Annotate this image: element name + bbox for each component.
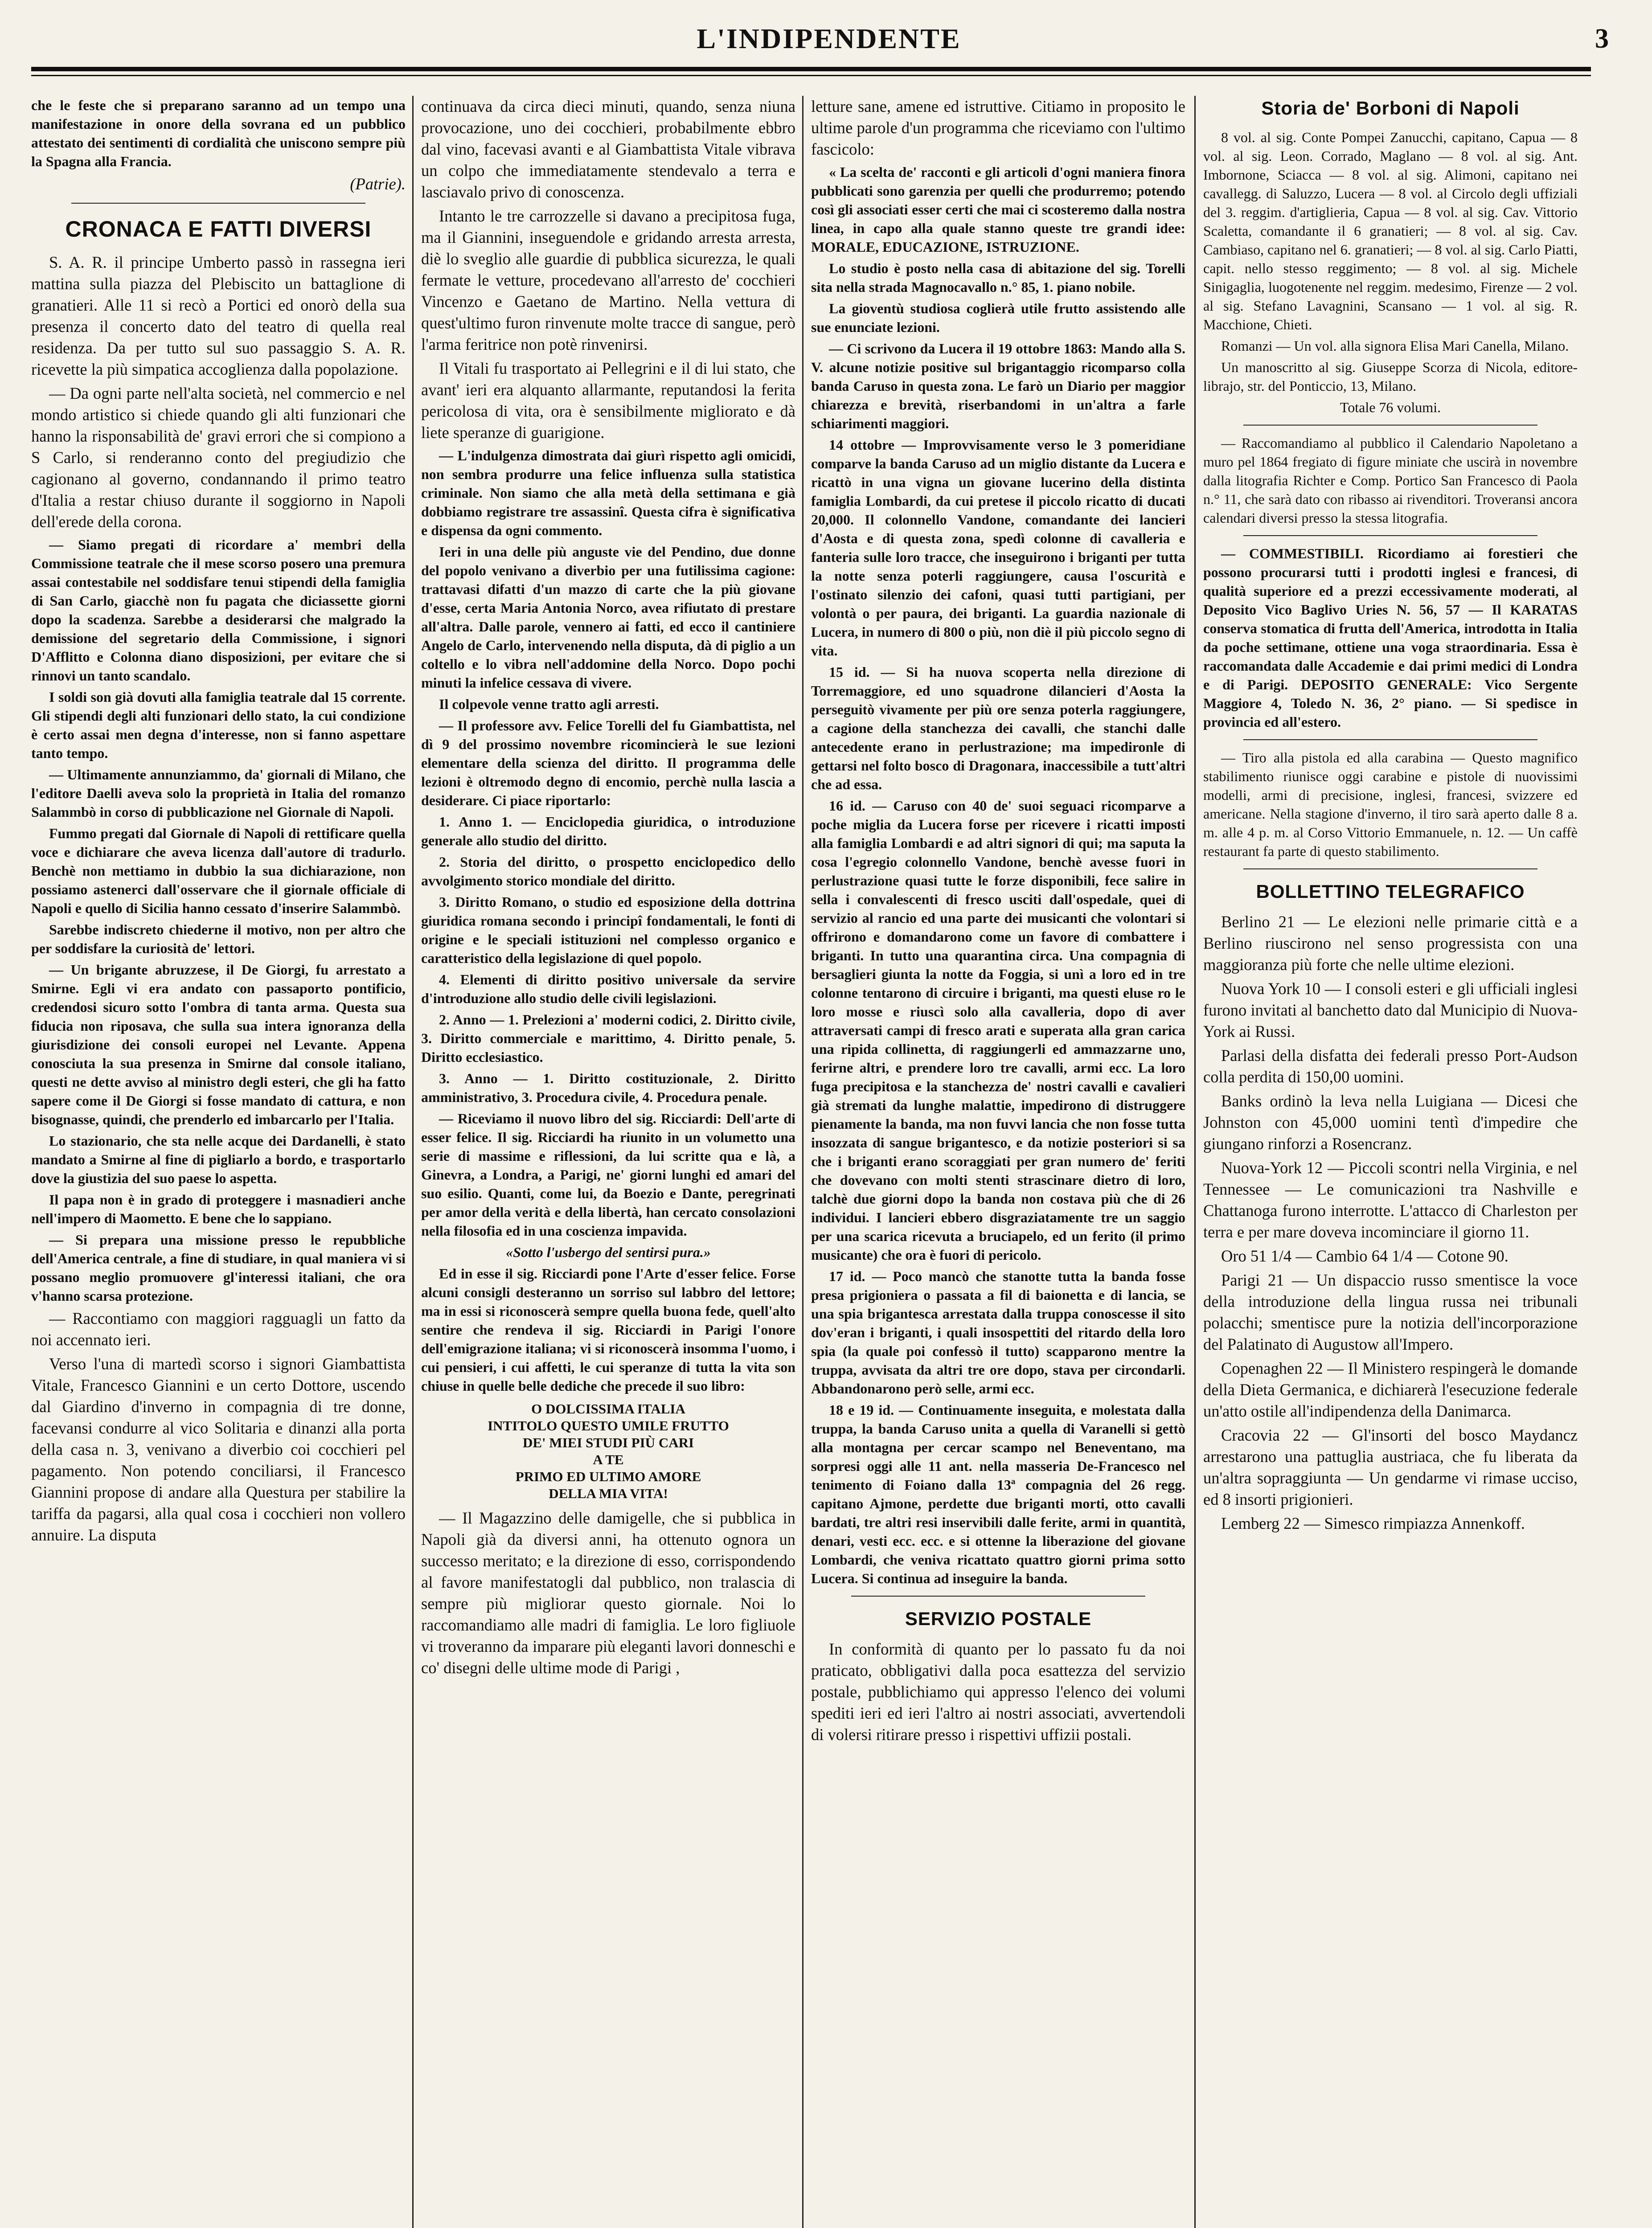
- article-paragraph: Ed in esse il sig. Ricciardi pone l'Arte d'esser felice. Forse alcuni consigli desteranno un sorriso sul labbro del lettore; ma in essi si riconoscerà sempre quella buona fede, quell'alto sentire che rendeva il sig. Ricciardi in Parigi l'onore dell'emigrazione italiana; vi si riconoscerà insomma l'uomo, i cui pensieri, i cui affetti, le cui speranze di tutta la vita son chiuse in quelle belle dediche che precede il suo libro:: [421, 1266, 795, 1394]
- divider: [1243, 739, 1537, 740]
- notice-paragraph: — Tiro alla pistola ed alla carabina — Questo magnifico stabilimento riunisce oggi carabine e pistole di nuovissimi modelli, armi di precisione, inglesi, francesi, svizzere ed americane. Nella stagione d'inverno, il tiro sarà aperto dalle 8 a. m. alle 4 p. m. al Corso Vittorio Emmanuele, n. 12. — Un caffè restaurant fa parte di questo stabilimento.: [1203, 749, 1578, 859]
- article-paragraph: — Il professore avv. Felice Torelli del fu Giambattista, nel dì 9 del prossimo novembre ricomincierà le sue lezioni elementare della scienza del diritto. Il programma delle lezioni è oltremodo degno di encomio, perchè nulla lascia a desiderare. Ci piace riportarlo:: [421, 717, 795, 808]
- program-item: 2. Storia del diritto, o prospetto enciclopedico dello avvolgimento storico mondiale del diritto.: [421, 854, 795, 889]
- program-item: 2. Anno — 1. Prelezioni a' moderni codici, 2. Diritto civile, 3. Diritto commerciale e marittimo, 4. Diritto penale, 5. Diritto ecclesiastico.: [421, 1012, 795, 1065]
- article-paragraph: — Il Magazzino delle damigelle, che si pubblica in Napoli già da diversi anni, ha ottenuto ognora un successo meritato; e la direzione di esso, corrispondendo al favore manifestatogli dal pubblico, non tralascia di sempre più migliorar questo giornale. Noi lo raccomandiamo alle madri di famiglia. Le loro figliuole vi troveranno da imparare più eleganti lavori donneschi e co' disegni delle ultime mode di Parigi ,: [421, 1509, 795, 1677]
- article-paragraph: — Raccontiamo con maggiori ragguagli un fatto da noi accennato ieri.: [31, 1309, 406, 1349]
- article-paragraph: Il papa non è in grado di proteggere i masnadieri anche nell'impero di Maometto. E bene che lo sappiano.: [31, 1192, 406, 1226]
- article-paragraph: — Riceviamo il nuovo libro del sig. Ricciardi: Dell'arte di esser felice. Il sig. Ricciardi ha riunito in un volumetto una serie di massime e riflessioni, da lui scritte qua e là, a Ginevra, a Londra, a Parigi, ne' giorni lunghi ed amari del suo esilio. Quanti, come lui, da Boezio e Dante, peregrinati per amor della verità e della libertà, han cercato consolazioni nella filosofia ed in una coscienza impavida.: [421, 1110, 795, 1239]
- divider: [71, 203, 365, 204]
- newspaper-title: L'INDIPENDENTE: [697, 23, 961, 54]
- article-paragraph: — Ultimamente annunziammo, da' giornali di Milano, che l'editore Daelli aveva solo la proprietà in Italia del romanzo Salammbò in corso di pubblicazione nel Giornale di Napoli.: [31, 766, 406, 820]
- column-1: [31, 96, 406, 2228]
- dedication-line: DE' MIEI STUDI PIÙ CARI: [522, 1435, 694, 1450]
- telegram-entry: Copenaghen 22 — Il Ministero respingerà le domande della Dieta Germanica, e dichiarerà l'esecuzione federale un'atto ostile all'indipendenza della Danimarca.: [1203, 1359, 1578, 1420]
- telegram-entry: Parigi 21 — Un dispaccio russo smentisce la voce della introduzione della lingua russa nei tribunali polacchi; smentisce pure la notizia dell'incorporazione del Palatinato di Augustow all'Impero.: [1203, 1271, 1578, 1353]
- column-divider: [412, 96, 414, 2228]
- article-paragraph: « La scelta de' racconti e gli articoli d'ogni maniera finora pubblicati sono garenzia per quelli che produrremo; potendo così gli associati esser certi che mai ci scosteremo dalla nostra linea, in capo alla quale stanno queste tre grandi idee: MORALE, EDUCAZIONE, ISTRUZIONE.: [811, 164, 1185, 255]
- program-item: 1. Anno 1. — Enciclopedia giuridica, o introduzione generale allo studio del diritto.: [421, 814, 795, 848]
- article-paragraph: Ieri in una delle più anguste vie del Pendino, due donne del popolo venivano a diverbio per una futilissima cagione: trattavasi difatti d'un mazzo di carte che la più giovane d'esse, certa Maria Antonia Norco, avea rifiutato di prestare all'altra. Dalle parole, vennero ai fatti, ed ecco il cantiniere Angelo de Carlo, intervenendo nella disputa, dà di piglio a un coltello e lo vibra nell'addomine della Norco. Dopo pochi minuti la infelice cessava di vivere.: [421, 544, 795, 691]
- diary-entry: 14 ottobre — Improvvisamente verso le 3 pomeridiane comparve la banda Caruso ad un miglio distante da Lucera e ricattò in una vigna un giovane lucerino della distinta famiglia Lombardi, da cui pretese il piccolo ricatto di ducati 20,000. Il colonnello Vandone, comandante dei lancieri d'Aosta e di questa zona, spedì colonne di cavalleria e fanteria sulle loro tracce, che inseguirono i briganti per tutta la notte senza poterli raggiungere, causa l'oscurità e l'ostinato silenzio dei cafoni, quasi tutti partigiani, per volontà o per paura, dei briganti. La guardia nazionale di Lucera, in numero di 800 o più, non diè il più piccolo segno di vita.: [811, 437, 1185, 659]
- total-volumes: Totale 76 volumi.: [1340, 399, 1441, 415]
- article-paragraph: — Siamo pregati di ricordare a' membri della Commissione teatrale che il mese scorso posero una premura assai contestabile nel soddisfare tenui stipendi della famiglia di San Carlo, giacchè non fu pagata che diciassette giorni dopo la scadenza. Sarebbe a desiderarsi che malgrado la demissione del segretario della Commissione, i signori D'Afflitto e Colonna diano disposizioni, per evitare che si rinnovi un tanto scandalo.: [31, 537, 406, 684]
- section-title-bollettino: BOLLETTINO TELEGRAFICO: [1256, 881, 1525, 902]
- diary-entry: 16 id. — Caruso con 40 de' suoi seguaci ricomparve a poche miglia da Lucera forse per ricevere i ricatti imposti alla famiglia Lombardi e ad altri signori di qui; ma saputa la cosa l'egregio colonnello Vandone, benchè avesse fuori in perlustrazione quasi tutte le forze disponibili, fece salire in sella i convalescenti di fresco usciti dall'ospedale, quei di servizio al rancio ed una parte dei musicanti che volontari si offrirono e domandarono come un favore di combattere i briganti. In tutto una quarantina circa. Una compagnia di bersaglieri giunta la notte da Foggia, si unì a loro ed in tre colonne tentarono di circuire i briganti, ma questi eluse ro le loro mosse e riuscì solo alla cavalleria, dopo di aver attraversati campi di fresco arati e superata alla gran carica una ripida collinetta, di raggiungerli ed ammazzarne uno, ferirne altri, e prendere loro tre cavalli, armi ecc. La loro fuga precipitosa e la stanchezza de' nostri cavalli e cavalieri già stremati da lunghe malattie, impedirono di distruggere pienamente la banda, ma non fuvvi lancia che non fosse tutta insozzata di sangue brigantesco, e da notizie posteriori si sa che i briganti erano scoraggiati per gran numero de' feriti che dovevano con molti stenti strascinare dietro di loro, talchè due giorni dopo la banda non costava più che di 26 individui. I lancieri ebbero disgraziatamente tre un saggio per una scarica ricevuta a bruciapelo, ed un ferito (il primo musicante) che ora è fuori di pericolo.: [811, 798, 1185, 1263]
- section-title-cronaca: CRONACA E FATTI DIVERSI: [65, 217, 372, 242]
- list-paragraph: 8 vol. al sig. Conte Pompei Zanucchi, capitano, Capua — 8 vol. al sig. Leon. Corrado, Maglano — 8 vol. al sig. Ant. Imbornone, Sciacca — 8 vol. al sig. Alimoni, capitano nei cavallegg. di Saluzzo, Lucera — 8 vol. al Circolo degli uffiziali del 3. reggim. d'artiglieria, Capua — 8 vol. al sig. Cav. Vittorio Scaletta, comandante il 6 granatieri; — 8 vol. al sig. Cav. Cambiaso, capitano nel 6. granatieri; — 8 vol. al sig. Carlo Piatti, capit. nello stesso reggimento; — 8 vol. al sig. Michele Sinigaglia, luogotenente nel reggim. medesimo, Firenze — 2 vol. al sig. Stefano Lavagnini, Scansano — 1 vol. al sig. R. Macchione, Chieti.: [1203, 129, 1578, 332]
- list-paragraph: Romanzi — Un vol. alla signora Elisa Mari Canella, Milano.: [1221, 338, 1569, 354]
- quote-line: «Sotto l'usbergo del sentirsi pura.»: [506, 1244, 711, 1260]
- program-item: 3. Anno — 1. Diritto costituzionale, 2. Diritto amministrativo, 3. Procedura civile, 4. Procedura penale.: [421, 1070, 795, 1105]
- article-paragraph: Lo studio è posto nella casa di abitazione del sig. Torelli sita nella strada Magnocavallo n.° 85, 1. piano nobile.: [811, 260, 1185, 295]
- divider: [1243, 868, 1537, 869]
- top-rule-thin: [31, 75, 1591, 76]
- article-paragraph: Il colpevole venne tratto agli arresti.: [439, 696, 659, 712]
- notice-paragraph: — COMMESTIBILI. Ricordiamo ai forestieri che possono procurarsi tutti i prodotti inglesi e francesi, di qualità superiore ed a prezzi eccessivamente moderati, al Deposito Vico Baglivo Uries N. 56, 57 — Il KARATAS conserva stomatica di frutta dell'America, introdotta in Italia da poche settimane, ottiene una voga straordinaria. Essa è raccomandata dalle Accademie e dai primi medici di Londra e di Parigi. DEPOSITO GENERALE: Vico Sergente Maggiore 4, Toledo N. 36, 2° piano. — Si spedisce in provincia ed all'estero.: [1203, 545, 1578, 730]
- notice-paragraph: — Raccomandiamo al pubblico il Calendario Napoletano a muro pel 1864 fregiato di figure miniate che uscirà in novembre dalla litografia Richter e Comp. Portico San Francesco di Paola n.° 11, che sarà dato con ribasso ai rivenditori. Troveransi ancora calendari diversi presso la stessa litografia.: [1203, 435, 1578, 526]
- column-4: [1203, 96, 1578, 2228]
- telegram-entry: Cracovia 22 — Gl'insorti del bosco Maydancz arrestarono una pattuglia austriaca, che fu liberata da un'altra sopraggiunta — Un gendarme vi rimase ucciso, ed 8 insorti prigionieri.: [1203, 1426, 1578, 1508]
- article-paragraph: — Un brigante abruzzese, il De Giorgi, fu arrestato a Smirne. Egli vi era andato con passaporto pontificio, credendosi sicuro sotto l'ombra di tanta arma. Questa sua fiducia non riposava, che sulla sua intera ignoranza della giurisdizione dei consoli europei nel Levante. Appena conosciuta la sua presenza in Smirne dal console italiano, questi ne dette avviso al ministro degli esteri, che gli ha fatto sapere come il De Giorgi si fosse mandato di cattura, e non bisognasse, quindi, che prenderlo ed imbarcarlo per l'Italia.: [31, 962, 406, 1127]
- telegram-entry: Lemberg 22 — Simesco rimpiazza Annenkoff.: [1221, 1514, 1525, 1532]
- article-paragraph: Intanto le tre carrozzelle si davano a precipitosa fuga, ma il Giannini, inseguendole e gridando arresta arresta, diè lo sveglio alle guardie di pubblica sicurezza, le quali fermate le vetture, procedevano all'arresto de' cocchieri Vincenzo e Gaetano de Martino. Nella vettura di quest'ultimo furon rinvenute molte tracce di sangue, però l'arma feritrice non potè rinvenirsi.: [421, 207, 795, 353]
- dedication-line: DELLA MIA VITA!: [549, 1486, 668, 1501]
- article-paragraph: letture sane, amene ed istruttive. Citiamo in proposito le ultime parole d'un programma che riceviamo con l'ultimo fascicolo:: [811, 97, 1185, 158]
- article-paragraph: Il Vitali fu trasportato ai Pellegrini e il di lui stato, che avant' ieri era alquanto allarmante, reputandosi la ferita pericolosa di vita, ora è sensibilmente migliorato e dà liete speranze di guarigione.: [421, 359, 795, 442]
- intro-text: che le feste che si preparano saranno ad un tempo una manifestazione in onore della sovrana ed un pubblico attestato dei sentimenti di cordialità che uniscono sempre più la Spagna alla Francia.: [31, 97, 406, 169]
- dedication-line: O DOLCISSIMA ITALIA: [531, 1401, 685, 1417]
- article-paragraph: — Ci scrivono da Lucera il 19 ottobre 1863: Mando alla S. V. alcune notizie positive sul brigantaggio ricomparso colla banda Caruso in questa zona. Le farò un Diario per maggior chiarezza e brevità, riserbandomi in un'altra a farle schiarimenti maggiori.: [811, 340, 1185, 431]
- telegram-entry: Nuova York 10 — I consoli esteri e gli ufficiali inglesi furono invitati al banchetto dato dal Municipio di Nuova-York ai Russi.: [1203, 979, 1578, 1040]
- telegram-entry: Parlasi della disfatta dei federali presso Port-Audson colla perdita di 150,00 uomini.: [1203, 1046, 1578, 1086]
- section-title-storia-borboni: Storia de' Borboni di Napoli: [1261, 98, 1520, 119]
- page-number: 3: [1595, 24, 1609, 54]
- divider: [851, 1596, 1145, 1597]
- article-paragraph: — L'indulgenza dimostrata dai giurì rispetto agli omicidi, non sembra produrre una felice influenza sulla statistica criminale. Non siamo che alla metà della settimana e già dobbiamo registrare tre assassinî. Questa cifra è significativa e dispensa da ogni commento.: [421, 447, 795, 538]
- article-paragraph: La gioventù studiosa coglierà utile frutto assistendo alle sue enunciate lezioni.: [811, 300, 1185, 335]
- column-3: [811, 96, 1185, 2228]
- diary-entry: 18 e 19 id. — Continuamente inseguita, e molestata dalla truppa, la banda Caruso unita a quella di Varanelli si gettò alla montagna per cercar scampo nel Beneventano, ma sorpresi oggi alle 11 ant. nella masseria De-Francesco nel tenimento di Foiano dalla 13ª compagnia del 26 regg. capitano Ajmone, perdette due briganti morti, otto cavalli bardati, tre altri resi inservibili dalle ferite, armi in quantità, denari, vesti ecc. ecc. e si ottenne la liberazione del giovane Lombardi, che veniva ricattato quattro giorni prima sotto Lucera. Si continua ad inseguire la banda.: [811, 1402, 1185, 1586]
- article-paragraph: Sarebbe indiscreto chiederne il motivo, non per altro che per soddisfare la curiosità de' lettori.: [31, 922, 406, 956]
- article-paragraph: — Da ogni parte nell'alta società, nel commercio e nel mondo artistico si chiede quando gli alti funzionari che hanno la risponsabilità de' gravi errori che si compiono a S Carlo, si renderanno conto del pregiudizio che cagionano al governo, condannando il primo teatro d'Italia a restar chiuso durante il soggiorno in Napoli dell'erede della corona.: [31, 384, 406, 531]
- dedication-line: INTITOLO QUESTO UMILE FRUTTO: [488, 1418, 729, 1433]
- dedication-line: A TE: [593, 1452, 624, 1467]
- dedication-line: PRIMO ED ULTIMO AMORE: [515, 1469, 701, 1484]
- divider: [1243, 535, 1537, 536]
- divider: [1243, 425, 1537, 426]
- article-paragraph: continuava da circa dieci minuti, quando, senza niuna provocazione, uno dei cocchieri, probabilmente ebbro dal vino, facevasi avanti e al Giambattista Vitale vibrava un colpo che immediatamente stendevalo a terra e lasciavalo privo di conoscenza.: [421, 97, 795, 201]
- dedication: [421, 1401, 795, 1502]
- column-2: [421, 96, 795, 2228]
- article-paragraph: — Si prepara una missione presso le repubbliche dell'America centrale, a fine di studiare, in qual maniera vi si possano meglio promuovere gl'interessi italiani, che ora v'hanno scarsa protezione.: [31, 1232, 406, 1304]
- telegram-entry: Nuova-York 12 — Piccoli scontri nella Virginia, e nel Tennessee — Le comunicazioni tra Nashville e Chattanoga furono interrotte. L'attacco di Charleston per terra e per mare doveva incominciare il giorno 11.: [1203, 1159, 1578, 1241]
- column-divider: [802, 96, 803, 2228]
- list-paragraph: Un manoscritto al sig. Giuseppe Scorza di Nicola, editore-librajo, str. del Ponticcio, 13, Milano.: [1203, 359, 1578, 394]
- program-item: 4. Elementi di diritto positivo universale da servire d'introduzione allo studio delle civili legislazioni.: [421, 971, 795, 1006]
- article-paragraph: Lo stazionario, che sta nelle acque dei Dardanelli, è stato mandato a Smirne al fine di pigliarlo a bordo, e trasportarlo dove la giustizia del suo paese lo aspetta.: [31, 1133, 406, 1186]
- telegram-entry: Berlino 21 — Le elezioni nelle primarie città e a Berlino riuscirono nel senso progressista con una maggioranza più forte che nelle ultime elezioni.: [1203, 913, 1578, 974]
- article-paragraph: S. A. R. il principe Umberto passò in rassegna ieri mattina sulla piazza del Plebiscito un battaglione di granatieri. Alle 11 si recò a Portici ed onorò della sua presenza il concerto dato del teatro di quella real residenza. Da per tutto sul suo passaggio S. A. R. ricevette la più simpatica accoglienza dalla popolazione.: [31, 253, 406, 378]
- diary-entry: 15 id. — Si ha nuova scoperta nella direzione di Torremaggiore, ed uno squadrone dilancieri d'Aosta la perseguitò vivamente per più ore senza poterla raggiungere, a cagione della stanchezza dei cavalli, che stanchi dalle antecedente erano in perlustrazione; ma impedironle di gettarsi nel folto bosco di Dragonara, inaccessibile a tutt'altri che ad essa.: [811, 664, 1185, 792]
- diary-entry: 17 id. — Poco mancò che stanotte tutta la banda fosse presa prigioniera o passata a fil di baionetta e di lancia, se una spia brigantesca arrestata dalla truppa conoscesse il sito dov'eran i briganti, i quali insospettiti del ritardo della loro spia (la quale poi confessò il tutto) scapparono mentre la truppa, avvisata da altri tre ore dopo, stava per circondarli. Abbandonarono però selle, armi ecc.: [811, 1268, 1185, 1397]
- telegram-entry: Oro 51 1/4 — Cambio 64 1/4 — Cotone 90.: [1221, 1247, 1509, 1265]
- column-divider: [1194, 96, 1196, 2228]
- telegram-entry: Banks ordinò la leva nella Luigiana — Dicesi che Johnston con 45,000 uomini tentì d'impedire che giungano rinforzi a Rosencranz.: [1203, 1092, 1578, 1153]
- article-paragraph: Fummo pregati dal Giornale di Napoli di rettificare quella voce e dichiarare che aveva licenza dall'autore di tradurlo. Benchè non mettiamo in dubbio la sua dichiarazione, non possiamo astenerci dall'osservare che il giornale officiale di Napoli e quello di Sicilia hanno cessato d'inserire Salammbò.: [31, 825, 406, 916]
- intro-source: (Patrie).: [350, 175, 406, 193]
- article-paragraph: I soldi son già dovuti alla famiglia teatrale dal 15 corrente. Gli stipendi degli alti funzionari dello stato, la cui condizione è certo assai men degna d'interesse, non si fanno aspettare tanto tempo.: [31, 689, 406, 761]
- section-title-servizio-postale: SERVIZIO POSTALE: [905, 1608, 1092, 1629]
- masthead: [31, 13, 1627, 62]
- article-paragraph: Verso l'una di martedì scorso i signori Giambattista Vitale, Francesco Giannini e un certo Dottore, uscendo dal Giardino d'inverno in compagnia di tre donne, facevansi condurre al vico Solitaria e dinanzi alla porta della casa n. 3, venivano a diverbio coi cocchieri pel pagamento. Non potendo conciliarsi, il Francesco Giannini propose di andare alla Questura per stabilire la tariffa da pagarsi, alla qual cosa i cocchieri non vollero annuire. La disputa: [31, 1355, 406, 1544]
- program-item: 3. Diritto Romano, o studio ed esposizione della dottrina giuridica romana secondo i principî fondamentali, le fonti di origine e le speciali istituzioni nel complesso organico e caratteristico della legislazione di quel popolo.: [421, 894, 795, 966]
- top-rule: [31, 67, 1591, 71]
- article-paragraph: In conformità di quanto per lo passato fu da noi praticato, obbligativi dalla poca esattezza del servizio postale, pubblichiamo qui appresso l'elenco dei volumi spediti ieri ed ieri l'altro ai nostri associati, avvertendoli di volersi ritirare presso i rispettivi uffizii postali.: [811, 1640, 1185, 1744]
